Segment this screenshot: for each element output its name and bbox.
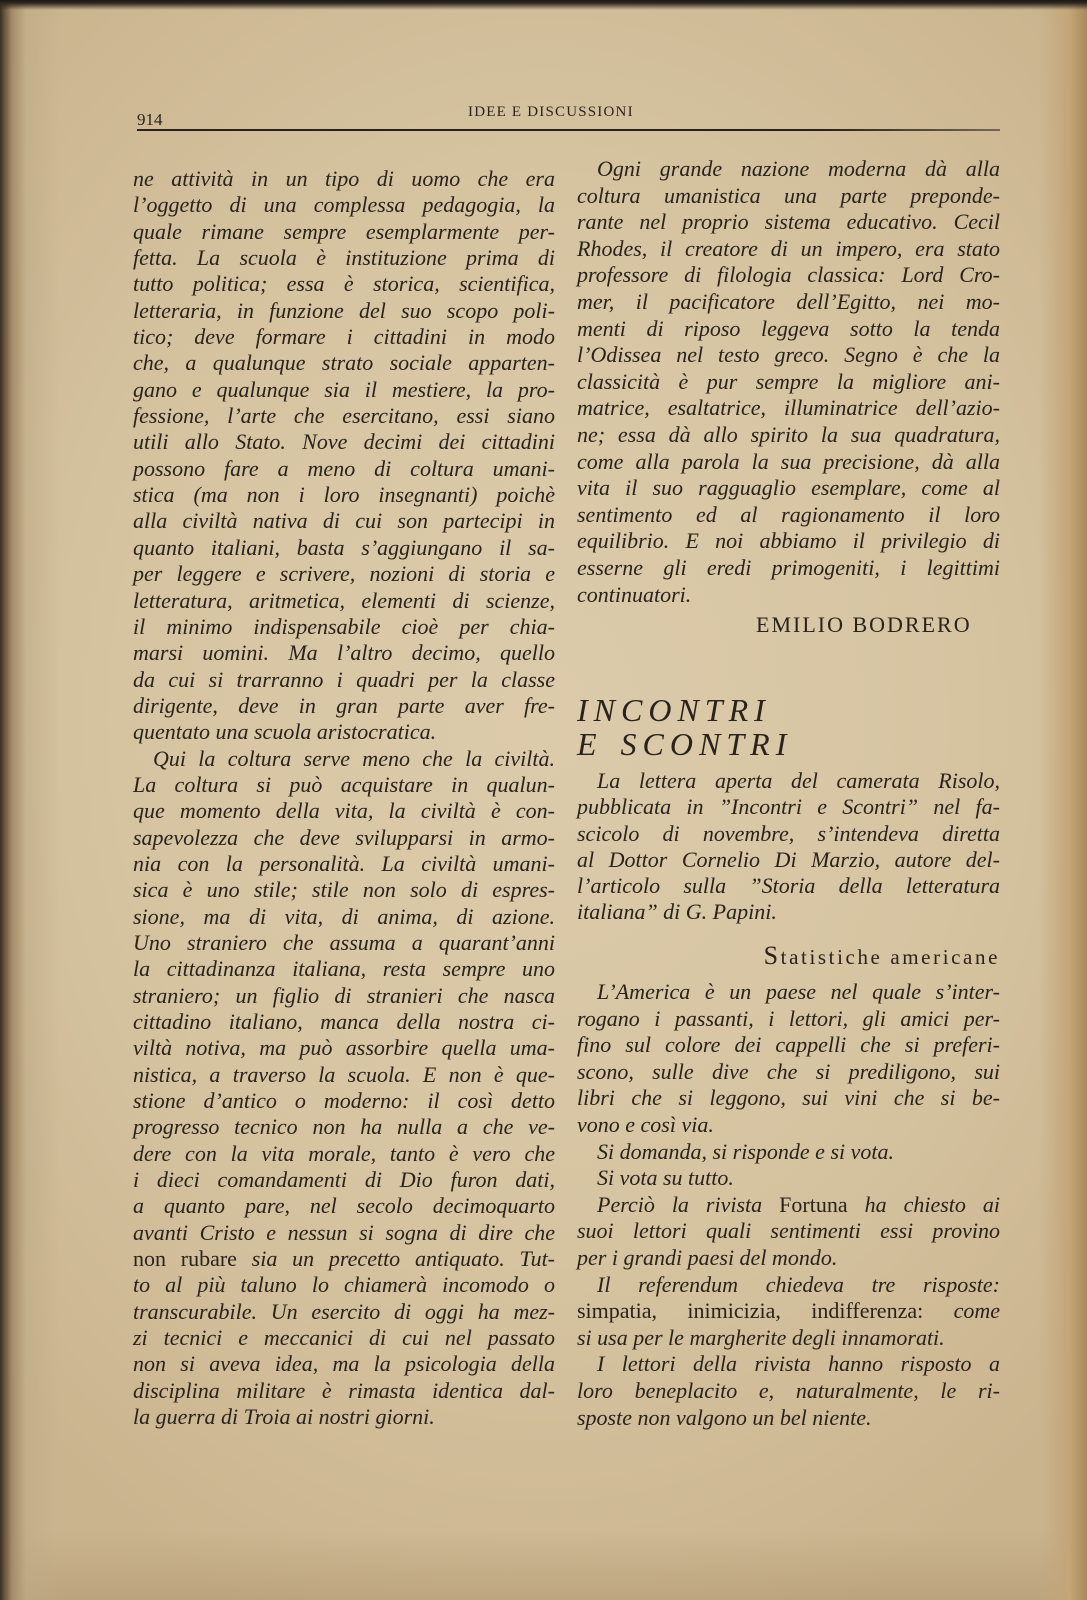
text-line: I lettori della rivista hanno risposto a: [597, 1351, 1000, 1377]
text-line: Il referendum chiedeva tre risposte:: [597, 1271, 1000, 1297]
running-title: IDEE E DISCUSSIONI: [468, 104, 634, 120]
text-line: fetta. La scuola è instituzione prima di: [133, 245, 555, 271]
author-signature: EMILIO BODRERO: [756, 612, 972, 637]
paragraph: [133, 746, 555, 1431]
roman-text-segment: simpatia, inimicizia, indifferenza:: [577, 1298, 924, 1324]
text-line: Rhodes, il creatore di un impero, era stato: [577, 235, 1000, 261]
text-line: letteratura, aritmetica, elementi di scienze,: [133, 587, 555, 613]
text-line: [133, 1246, 555, 1272]
text-line: coltura umanistica una parte preponde-: [577, 182, 1000, 208]
text-line: to al più taluno lo chiamerà incomodo o: [133, 1272, 555, 1298]
left-column: [133, 166, 555, 1431]
text-line: nia con la personalità. La civiltà umani-: [133, 850, 555, 876]
text-line: ne; essa dà allo spirito la sua quadratura,: [577, 421, 1000, 447]
text-line: esserne gli eredi primogeniti, i legittimi: [577, 554, 1000, 580]
text-line: rogano i passanti, i lettori, gli amici per-: [577, 1005, 1000, 1031]
text-line: libri che si leggono, sui vini che si be-: [577, 1085, 1000, 1111]
text-line: che, a qualunque strato sociale apparten-: [133, 350, 555, 376]
text-line: l’oggetto di una complessa pedagogia, la: [133, 192, 555, 218]
right-column-article: [577, 156, 1000, 608]
text-line: scicolo di novembre, s’intendeva diretta: [577, 820, 1000, 846]
italic-text-segment: Perciò la rivista: [597, 1191, 780, 1217]
text-line: mer, il pacificatore dell’Egitto, nei mo-: [577, 288, 1000, 314]
text-line: la cittadinanza italiana, resta sempre uno: [133, 956, 555, 982]
paragraph: [577, 768, 1000, 926]
paragraph: [577, 1272, 1000, 1352]
text-line: Qui la coltura serve meno che la civiltà.: [153, 745, 555, 771]
text-line: progresso tecnico non ha nulla a che ve-: [133, 1114, 555, 1140]
text-line: menti di riposo leggeva sotto la tenda: [577, 315, 1000, 341]
text-line: [577, 1192, 1000, 1219]
text-line: l’Odissea nel testo greco. Segno è che la: [577, 342, 1000, 368]
editorial-note: [577, 768, 1000, 926]
section-heading-line: E SCONTRI: [577, 726, 793, 762]
italic-text-segment: sia un precetto antiquato. Tut-: [236, 1246, 556, 1272]
text-line: straniero; un figlio di stranieri che nasca: [133, 982, 555, 1008]
text-line: loro beneplacito e, naturalmente, le ri-: [577, 1377, 1000, 1403]
text-line: letteraria, in funzione del suo scopo poli-: [133, 297, 555, 323]
text-line: disciplina militare è rimasta identica dal-: [133, 1377, 555, 1403]
text-line: per i grandi paesi del mondo.: [577, 1244, 838, 1270]
paragraph: [577, 1165, 1000, 1192]
page-number: 914: [137, 110, 163, 129]
text-line: scono, sulle dive che si prediligono, sui: [577, 1058, 1000, 1084]
text-line: fessione, l’arte che esercitano, essi siano: [133, 403, 555, 429]
paragraph: [577, 1192, 1000, 1272]
text-line: transcurabile. Un esercito di oggi ha mez-: [133, 1298, 555, 1324]
text-line: sica è uno stile; stile non solo di espres-: [133, 877, 555, 903]
text-line: da cui si trarranno i quadri per la classe: [133, 666, 555, 692]
text-line: La lettera aperta del camerata Risolo,: [597, 768, 1000, 793]
text-line: a quanto pare, nel secolo decimoquarto: [133, 1193, 555, 1219]
statistiche-text: [577, 979, 1000, 1431]
text-line: quentato una scuola aristocratica.: [133, 719, 437, 745]
text-line: viltà notiva, ma può assorbire quella uma-: [133, 1035, 555, 1061]
text-line: sentimento ed al ragionamento il loro: [577, 501, 1000, 527]
paragraph: [133, 166, 555, 746]
text-line: italiana” di G. Papini.: [577, 899, 777, 925]
text-line: [577, 1298, 1000, 1325]
text-line: Ogni grande nazione moderna dà alla: [597, 156, 1000, 181]
text-line: classicità è pur sempre la migliore ani-: [577, 368, 1000, 394]
paragraph: [577, 156, 1000, 608]
text-line: sposte non valgono un bel niente.: [577, 1404, 872, 1430]
text-line: il minimo indispensabile cioè per chia-: [133, 613, 555, 639]
text-line: suoi lettori quali sentimenti essi provino: [577, 1218, 1000, 1244]
section-heading: [577, 693, 792, 761]
text-line: tutto politica; essa è storica, scientifica,: [133, 271, 555, 297]
text-line: La coltura si può acquistare in qualun-: [133, 771, 555, 797]
text-line: fino sul colore dei cappelli che si preferi-: [577, 1032, 1000, 1058]
text-line: stione d’antico o moderno: il così detto: [133, 1088, 555, 1114]
section-heading-line: INCONTRI: [577, 692, 771, 728]
italic-text-segment: ha chiesto ai: [847, 1191, 1000, 1217]
paragraph: [577, 1139, 1000, 1166]
text-line: non si aveva idea, ma la psicologia della: [133, 1351, 555, 1377]
text-line: sapevolezza che deve svilupparsi in armo-: [133, 824, 555, 850]
text-line: Uno straniero che assuma a quarant’anni: [133, 929, 555, 955]
text-line: Si domanda, si risponde e si vota.: [597, 1138, 894, 1164]
text-line: L’America è un paese nel quale s’inter-: [597, 979, 1000, 1004]
text-line: la guerra di Troia ai nostri giorni.: [133, 1404, 435, 1430]
text-line: cittadino italiano, manca della nostra ci-: [133, 1009, 555, 1034]
subheading: Statistiche americane: [763, 941, 1000, 970]
paragraph: [577, 1351, 1000, 1431]
text-line: marsi uomini. Ma l’altro decimo, quello: [133, 640, 555, 666]
text-line: come alla parola la sua precisione, dà alla: [577, 448, 1000, 474]
text-line: sione, ma di vita, di anima, di azione.: [133, 903, 555, 929]
text-line: utili allo Stato. Nove decimi dei cittadini: [133, 429, 555, 455]
italic-text-segment: come: [923, 1298, 1001, 1324]
text-line: zi tecnici e meccanici di cui nel passato: [133, 1325, 555, 1351]
text-line: professore di filologia classica: Lord Cro-: [577, 262, 1000, 288]
text-line: si usa per le margherite degli innamorati.: [577, 1324, 945, 1350]
text-line: dere con la vita morale, tanto è vero che: [133, 1140, 555, 1166]
paragraph: [577, 979, 1000, 1139]
text-line: matrice, esaltatrice, illuminatrice dell’azio-: [577, 395, 1000, 421]
text-line: quale rimane sempre esemplarmente per-: [133, 218, 555, 244]
text-line: continuatori.: [577, 581, 692, 607]
text-line: alla civiltà nativa di cui son partecipi in: [133, 508, 555, 534]
text-line: nistica, a traverso la scuola. E non è que-: [133, 1061, 555, 1087]
text-line: pubblicata in ”Incontri e Scontri” nel fa-: [577, 794, 1000, 820]
roman-text-segment: non rubare: [133, 1246, 237, 1272]
text-line: per leggere e scrivere, nozioni di storia e: [133, 561, 555, 587]
text-line: al Dottor Cornelio Di Marzio, autore del-: [577, 846, 1000, 872]
text-line: Si vota su tutto.: [597, 1165, 734, 1191]
text-line: vita il suo ragguaglio esemplare, come al: [577, 475, 1000, 501]
text-line: equilibrio. E noi abbiamo il privilegio di: [577, 528, 1000, 554]
text-line: gano e qualunque sia il mestiere, la pro-: [133, 376, 555, 402]
text-line: ne attività in un tipo di uomo che era: [133, 166, 555, 191]
text-line: tico; deve formare i cittadini in modo: [133, 324, 555, 350]
text-line: dirigente, deve in gran parte aver fre-: [133, 692, 555, 718]
text-line: l’articolo sulla ”Storia della letteratura: [577, 873, 1000, 899]
text-line: rante nel proprio sistema educativo. Cecil: [577, 209, 1000, 235]
header-rule: [137, 129, 1000, 131]
text-line: possono fare a meno di coltura umani-: [133, 455, 555, 481]
text-line: que momento della vita, la civiltà è con-: [133, 798, 555, 824]
text-line: vono e così via.: [577, 1111, 714, 1137]
text-line: i dieci comandamenti di Dio furon dati,: [133, 1167, 555, 1193]
text-line: stica (ma non i loro insegnanti) poichè: [133, 482, 555, 508]
text-line: avanti Cristo e nessun si sogna di dire che: [133, 1219, 555, 1245]
text-line: quanto italiani, basta s’aggiungano il sa-: [133, 534, 555, 560]
roman-text-segment: Fortuna: [779, 1191, 848, 1217]
